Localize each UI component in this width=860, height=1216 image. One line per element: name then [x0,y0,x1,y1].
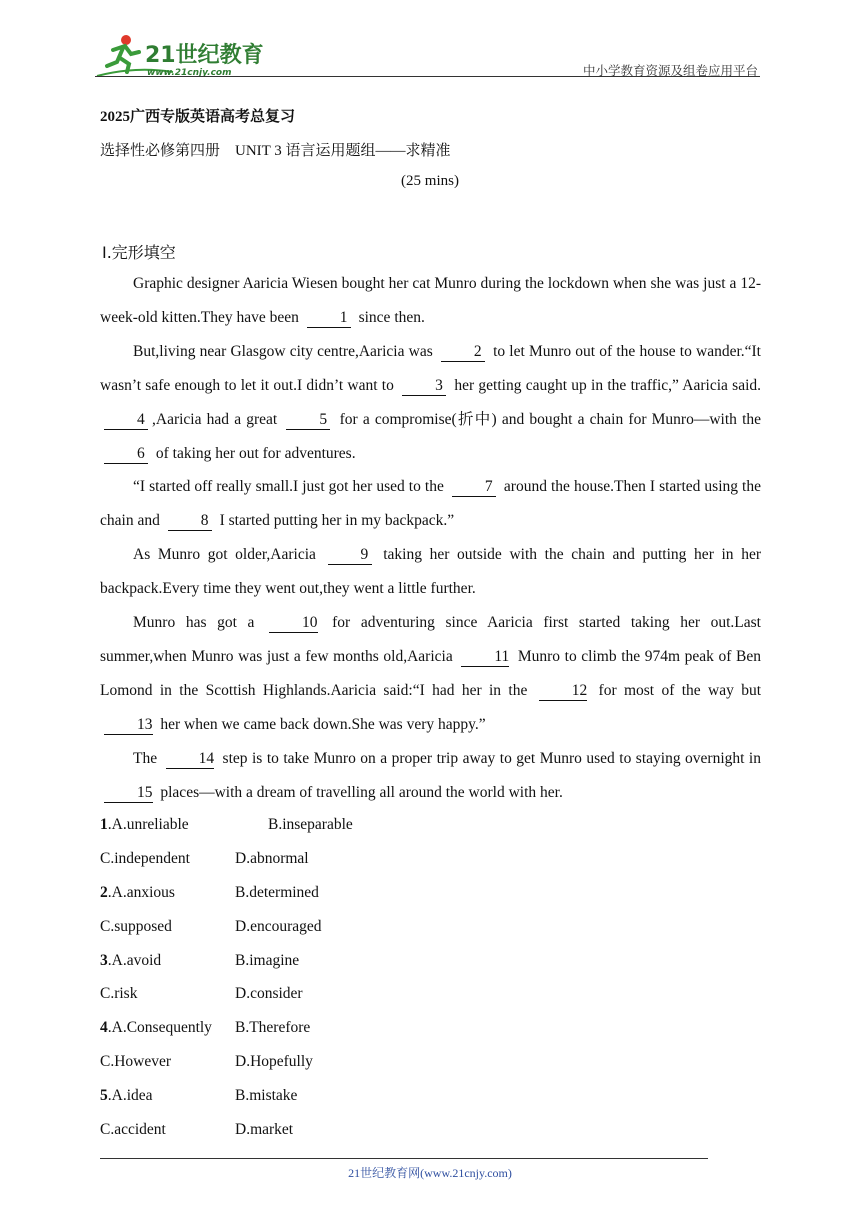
option-right: B.determined [235,883,319,901]
option-right: D.consider [235,985,303,1003]
passage-text: for most of the way but [591,681,761,699]
option-left [100,1011,212,1045]
passage-paragraph [100,538,761,606]
option-right: B.Therefore [235,1019,311,1037]
passage-text: As Munro got older,Aaricia [133,546,324,564]
passage-text: places—with a dream of travelling all around the world with her. [156,783,563,801]
blank-15: 15 [104,784,153,803]
passage-text: Munro to climb the 974m peak of Ben Lomond in the Scottish Highlands.Aaricia said:“I had her in the [100,647,761,699]
option-right: D.encouraged [235,917,322,935]
passage-text: But,living near Glasgow city centre,Aaricia was [133,342,437,360]
passage-text: her when we came back down.She was very happy.” [156,715,486,733]
option-text: .A.idea [107,1087,153,1105]
option-text: .A.anxious [107,883,175,901]
header-platform-text: 中小学教育资源及组卷应用平台 [582,63,758,78]
logo-url: www.21cnjy.com [147,68,232,78]
option-left [100,842,190,876]
option-right: D.abnormal [235,849,309,867]
option-text: C.risk [100,985,138,1003]
passage-text: I started putting her in my backpack.” [215,512,455,530]
passage-text: for adventuring since Aaricia first started taking her out.Last summer,when Munro was just a few months old,Aaricia [100,614,761,665]
header-divider [95,76,760,77]
passage-text: The [133,749,162,767]
option-left [100,1079,153,1113]
passage-text: ,Aaricia had a great [152,410,283,428]
option-left [100,1113,166,1147]
option-left [100,977,137,1011]
option-right: B.inseparable [268,816,353,833]
blank-7: 7 [452,478,496,497]
blank-1: 1 [307,309,351,328]
passage-paragraph [100,267,761,335]
passage-text: “I started off really small.I just got her used to the [133,478,448,496]
passage-text: step is to take Munro on a proper trip away to get Munro used to staying overnight in [218,749,761,767]
passage-text: Graphic designer Aaricia Wiesen bought her cat Munro during the lockdown when she was just a 12-week-old kitten.They have been [100,275,761,326]
doc-subtitle: 选择性必修第四册 UNIT 3 语言运用题组——求精准 [100,143,451,159]
option-right: D.market [235,1121,294,1139]
blank-13: 13 [104,716,153,735]
doc-title: 2025广西专版英语高考总复习 [100,109,296,125]
passage-text: her getting caught up in the traffic,” Aaricia said. [450,376,762,394]
blank-11: 11 [461,648,509,667]
question-number: 2 [100,883,108,901]
option-left [100,1045,171,1079]
question-number: 3 [100,951,108,969]
section-heading: Ⅰ.完形填空 [102,243,176,262]
passage-text: of taking her out for adventures. [152,444,356,462]
question-number: 4 [100,1019,108,1037]
blank-9: 9 [328,546,372,565]
time-limit: (25 mins) [401,173,459,189]
blank-10: 10 [269,614,318,633]
option-left [100,876,175,910]
option-text: C.supposed [100,917,172,935]
blank-3: 3 [402,377,446,396]
logo-text: 21世纪教育 [145,43,264,68]
blank-14: 14 [166,750,215,769]
passage-text: for a compromise(折中) and bought a chain for Munro—with the [334,410,762,428]
footer-text: 21世纪教育网(www.21cnjy.com) [348,1166,512,1180]
option-text: .A.avoid [107,951,162,969]
passage-text: Munro has got a [133,614,266,632]
passage-text: since then. [354,308,425,326]
option-left [100,944,161,978]
option-right: B.mistake [235,1087,298,1105]
footer-divider [100,1158,708,1159]
question-number: 5 [100,1087,108,1105]
option-left [100,808,189,842]
option-text: .A.unreliable [107,816,189,833]
option-text: C.independent [100,849,190,867]
passage-paragraph [100,335,761,471]
passage-paragraph [100,742,761,810]
option-right: B.imagine [235,951,300,969]
option-text: C.accident [100,1121,166,1139]
blank-6: 6 [104,445,148,464]
question-number: 1 [100,816,108,833]
blank-5: 5 [286,411,330,430]
passage-text: to let Munro out of the house to wander.“It wasn’t safe enough to let it out.I didn’t want to [100,342,761,394]
logo-21cnjy [95,32,265,78]
passage-text: around the house.Then I started using the chain and [100,478,761,530]
passage-text: taking her outside with the chain and putting her in her backpack.Every time they went out,they went a little further. [100,546,762,598]
option-text: .A.Consequently [107,1019,212,1037]
passage-paragraph [100,470,761,538]
passage-paragraph [100,606,761,742]
blank-2: 2 [441,343,485,362]
blank-12: 12 [539,682,588,701]
page-header [95,28,760,80]
cloze-passage [100,267,761,810]
blank-4: 4 [104,411,148,430]
option-left [100,910,172,944]
blank-8: 8 [168,512,212,531]
option-text: C.However [100,1053,172,1071]
option-right: D.Hopefully [235,1053,313,1071]
